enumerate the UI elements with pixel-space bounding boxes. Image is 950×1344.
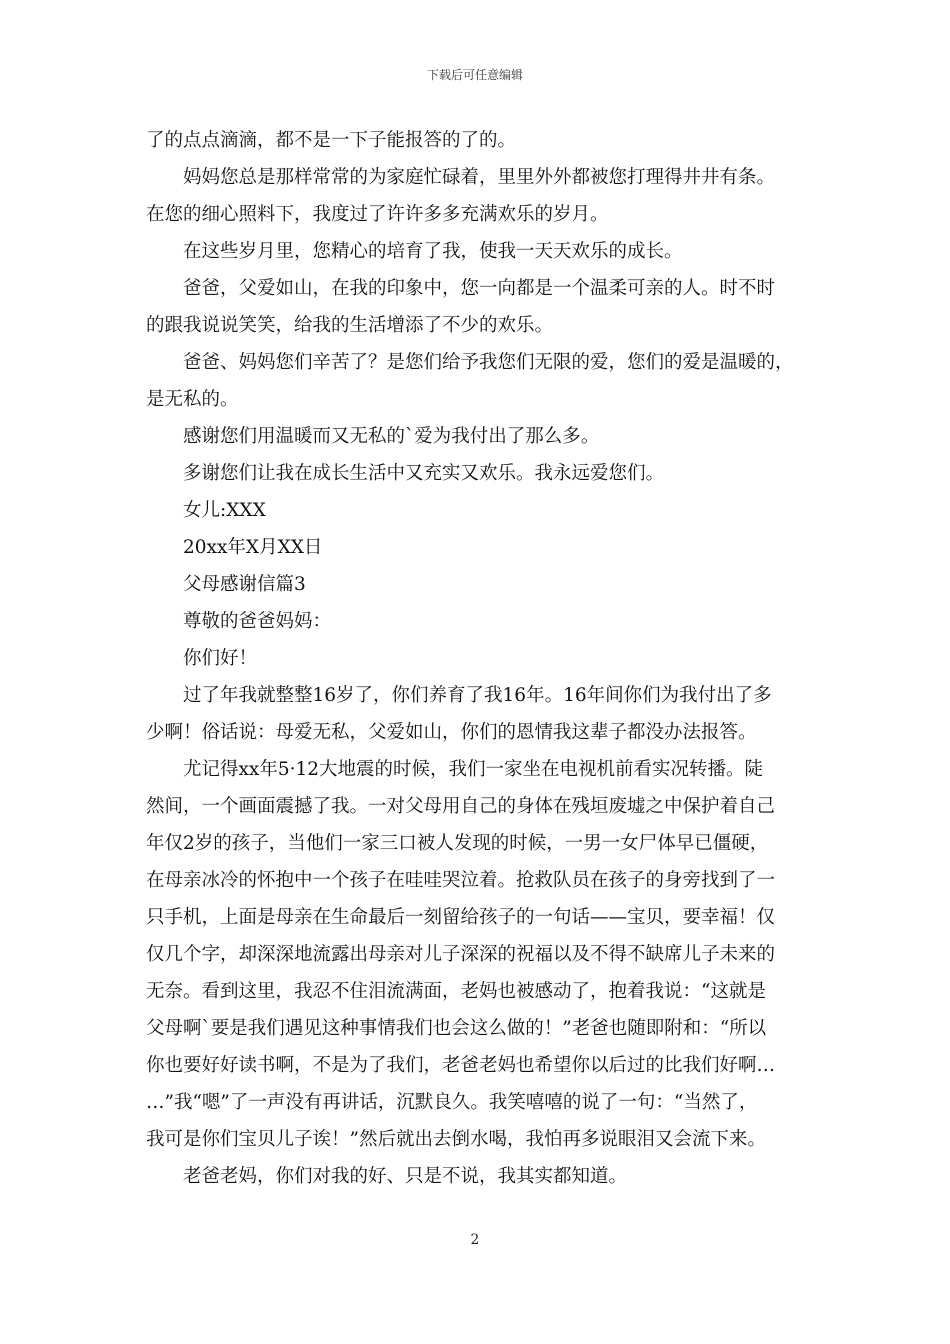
text-line: 只手机，上面是母亲在生命最后一刻留给孩子的一句话——宝贝，要幸福！仅 bbox=[146, 907, 776, 928]
text-line: 仅几个字，却深深地流露出母亲对儿子深深的祝福以及不得不缺席儿子未来的 bbox=[146, 944, 776, 965]
page-header: 下载后可任意编辑 bbox=[426, 68, 523, 82]
text-line: 过了年我就整整16岁了，你们养育了我16年。16年间你们为我付出了多 bbox=[183, 685, 772, 706]
text-line: 你也要好好读书啊，不是为了我们，老爸老妈也希望你以后过的比我们好啊… bbox=[146, 1055, 776, 1076]
text-line: 然间，一个画面震撼了我。一对父母用自己的身体在残垣废墟之中保护着自己 bbox=[146, 796, 776, 817]
text-line: 父母感谢信篇3 bbox=[183, 574, 306, 595]
page-number: 2 bbox=[470, 1232, 480, 1248]
text-line: 老爸老妈，你们对我的好、只是不说，我其实都知道。 bbox=[183, 1166, 628, 1187]
text-line: 20xx年X月XX日 bbox=[183, 537, 323, 558]
text-line: 多谢您们让我在成长生活中又充实又欢乐。我永远爱您们。 bbox=[183, 463, 665, 484]
text-line: 无奈。看到这里，我忍不住泪流满面，老妈也被感动了，抱着我说：“这就是 bbox=[146, 981, 766, 1002]
text-line: 妈妈您总是那样常常的为家庭忙碌着，里里外外都被您打理得井井有条。 bbox=[183, 167, 776, 188]
text-line: 的跟我说说笑笑，给我的生活增添了不少的欢乐。 bbox=[146, 315, 554, 336]
document-body bbox=[146, 122, 826, 1195]
text-line: 我可是你们宝贝儿子诶！”然后就出去倒水喝，我怕再多说眼泪又会流下来。 bbox=[146, 1129, 766, 1150]
text-line: 父母啊`要是我们遇见这种事情我们也会这么做的！”老爸也随即附和：“所以 bbox=[146, 1018, 767, 1039]
text-line: 了的点点滴滴，都不是一下子能报答的了的。 bbox=[146, 130, 517, 151]
text-line: 爸爸，父爱如山，在我的印象中，您一向都是一个温柔可亲的人。时不时 bbox=[183, 278, 776, 299]
text-line: 少啊！俗话说：母爱无私，父爱如山，你们的恩情我这辈子都没办法报答。 bbox=[146, 722, 757, 743]
text-line: 在您的细心照料下，我度过了许许多多充满欢乐的岁月。 bbox=[146, 204, 609, 225]
text-line: 尊敬的爸爸妈妈： bbox=[183, 611, 332, 632]
text-line: 在母亲冰冷的怀抱中一个孩子在哇哇哭泣着。抢救队员在孩子的身旁找到了一 bbox=[146, 870, 776, 891]
text-line: 女儿:XXX bbox=[183, 500, 266, 521]
text-line: 尤记得xx年5·12大地震的时候，我们一家坐在电视机前看实况转播。陡 bbox=[183, 759, 764, 780]
text-line: 在这些岁月里，您精心的培育了我，使我一天天欢乐的成长。 bbox=[183, 241, 683, 262]
text-line: 爸爸、妈妈您们辛苦了？是您们给予我您们无限的爱，您们的爱是温暖的， bbox=[183, 352, 794, 373]
text-line: 感谢您们用温暖而又无私的`爱为我付出了那么多。 bbox=[183, 426, 600, 447]
text-line: 你们好！ bbox=[183, 648, 258, 669]
text-line: …”我“嗯”了一声没有再讲话，沉默良久。我笑嘻嘻的说了一句：“当然了， bbox=[146, 1092, 758, 1113]
text-line: 是无私的。 bbox=[146, 389, 239, 410]
text-line: 年仅2岁的孩子，当他们一家三口被人发现的时候，一男一女尸体早已僵硬， bbox=[146, 833, 769, 854]
